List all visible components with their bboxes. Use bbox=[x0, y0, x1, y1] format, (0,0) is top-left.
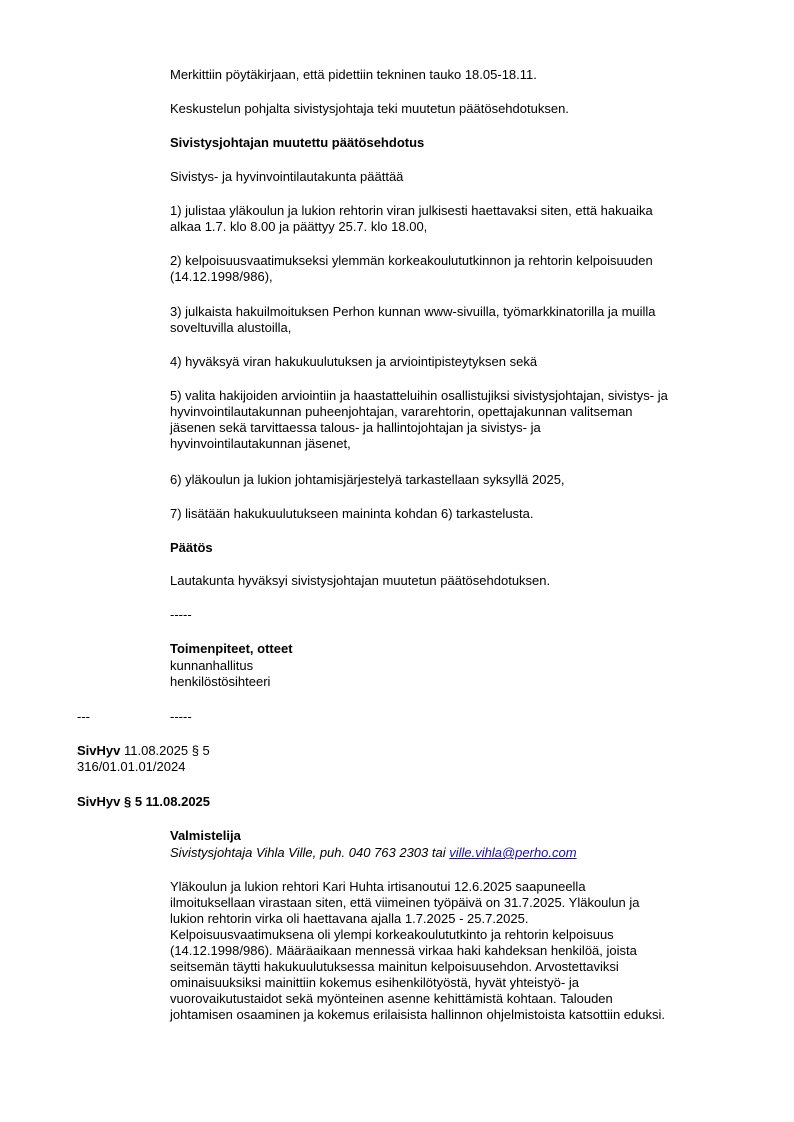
body-paragraph bbox=[170, 879, 740, 1023]
item-line: hyvinvointilautakunnan jäsenet, bbox=[170, 436, 351, 451]
body-line: lukion rehtorin virka oli haettavana ajalla 1.7.2025 - 25.7.2025. bbox=[170, 911, 529, 926]
item-line: 5) valita hakijoiden arviointiin ja haastatteluihin osallistujiksi sivistysjohtajan, sivistys- ja bbox=[170, 388, 668, 403]
item-line: 2) kelpoisuusvaatimukseksi ylemmän korkeakoulututkinnon ja rehtorin kelpoisuuden bbox=[170, 253, 653, 268]
proposal-heading: Sivistysjohtajan muutettu päätösehdotus bbox=[170, 135, 425, 150]
item-line: jäsenen sekä tarvittaessa talous- ja hallintojohtajan ja sivistys- ja bbox=[170, 420, 541, 435]
item-line: 3) julkaista hakuilmoituksen Perhon kunnan www-sivuilla, työmarkkinatorilla ja muilla bbox=[170, 304, 656, 319]
case-reference-label: SivHyv bbox=[77, 743, 121, 758]
actions-list bbox=[170, 658, 740, 690]
preparer-heading: Valmistelija bbox=[170, 828, 241, 843]
body-line: ilmoituksellaan virastaan siten, että viimeinen työpäivä on 31.7.2025. Yläkoulun ja bbox=[170, 895, 640, 910]
item-line: soveltuvilla alustoilla, bbox=[170, 320, 292, 335]
preparer-info bbox=[170, 845, 740, 861]
proposal-item-4 bbox=[170, 354, 740, 370]
item-line: hyvinvointilautakunnan puheenjohtajan, vararehtorin, opettajakunnan valitseman bbox=[170, 404, 633, 419]
action-recipient: henkilöstösihteeri bbox=[170, 674, 271, 689]
body-line: (14.12.1998/986). Määräaikaan mennessä virkaa haki kahdeksan henkilöä, joista bbox=[170, 943, 637, 958]
case-reference bbox=[77, 743, 210, 775]
proposal-intro: Sivistys- ja hyvinvointilautakunta päättää bbox=[170, 169, 404, 184]
case-number: 316/01.01.01/2024 bbox=[77, 759, 186, 774]
body-line: seitsemän täytti hakukuulutuksessa mainitun kelpoisuusehdon. Arvostettaviksi bbox=[170, 959, 619, 974]
section-heading: SivHyv § 5 11.08.2025 bbox=[77, 794, 211, 809]
divider-right: ----- bbox=[170, 709, 192, 724]
item-line: 7) lisätään hakukuulutukseen maininta kohdan 6) tarkastelusta. bbox=[170, 506, 534, 521]
separator: ----- bbox=[170, 607, 192, 622]
item-line: alkaa 1.7. klo 8.00 ja päättyy 25.7. klo 18.00, bbox=[170, 219, 428, 234]
proposal-item-6 bbox=[170, 472, 740, 488]
item-line: 6) yläkoulun ja lukion johtamisjärjestelyä tarkastellaan syksyllä 2025, bbox=[170, 472, 565, 487]
item-line: 1) julistaa yläkoulun ja lukion rehtorin viran julkisesti haettavaksi siten, että hakuaika bbox=[170, 203, 653, 218]
item-line: (14.12.1998/986), bbox=[170, 269, 273, 284]
decision-heading: Päätös bbox=[170, 540, 213, 555]
preparer-email-link[interactable]: ville.vihla@perho.com bbox=[449, 845, 577, 860]
item-line: 4) hyväksyä viran hakukuulutuksen ja arviointipisteytyksen sekä bbox=[170, 354, 538, 369]
proposal-item-1 bbox=[170, 203, 740, 235]
case-reference-line bbox=[77, 743, 210, 759]
proposal-item-2 bbox=[170, 253, 740, 285]
note-discussion: Keskustelun pohjalta sivistysjohtaja teki muutetun päätösehdotuksen. bbox=[170, 101, 569, 116]
proposal-item-7 bbox=[170, 506, 740, 522]
body-line: johtamisen osaaminen ja kokemus erilaisista hallinnon ohjelmistoista katsottiin eduksi. bbox=[170, 1007, 665, 1022]
decision-text: Lautakunta hyväksyi sivistysjohtajan muutetun päätösehdotuksen. bbox=[170, 573, 551, 588]
action-recipient: kunnanhallitus bbox=[170, 658, 254, 673]
body-line: Yläkoulun ja lukion rehtori Kari Huhta irtisanoutui 12.6.2025 saapuneella bbox=[170, 879, 586, 894]
actions-heading: Toimenpiteet, otteet bbox=[170, 641, 293, 656]
proposal-item-5 bbox=[170, 388, 740, 452]
preparer-text: Sivistysjohtaja Vihla Ville, puh. 040 763 2303 tai bbox=[170, 845, 450, 860]
note-technical-break: Merkittiin pöytäkirjaan, että pidettiin tekninen tauko 18.05-18.11. bbox=[170, 67, 537, 82]
body-line: vuorovaikutustaidot sekä myönteinen asenne kehittämistä kohtaan. Talouden bbox=[170, 991, 613, 1006]
body-line: Kelpoisuusvaatimuksena oli ylempi korkeakoulututkinto ja rehtorin kelpoisuus bbox=[170, 927, 614, 942]
divider-left: --- bbox=[77, 709, 90, 724]
proposal-item-3 bbox=[170, 304, 740, 336]
body-line: ominaisuuksiksi mainittiin kokemus esihenkilötyöstä, hyvät yhteistyö- ja bbox=[170, 975, 579, 990]
case-reference-date: 11.08.2025 § 5 bbox=[120, 743, 210, 758]
